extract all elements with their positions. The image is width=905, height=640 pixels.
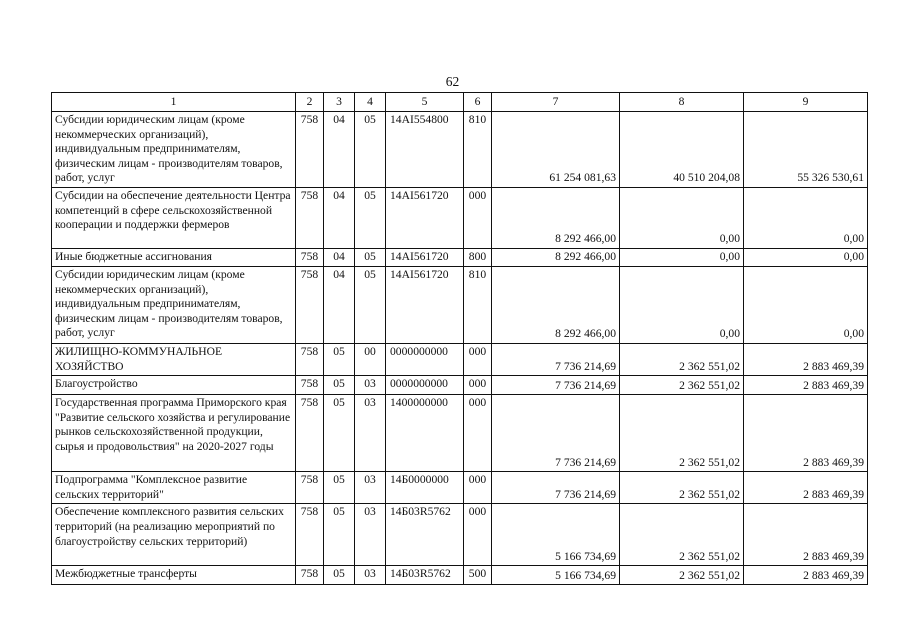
amount-col7: 8 292 466,00 xyxy=(492,187,620,248)
amount-col9: 2 883 469,39 xyxy=(744,472,868,504)
subsection-code: 05 xyxy=(355,187,386,248)
column-header: 7 xyxy=(492,93,620,112)
column-header: 6 xyxy=(464,93,492,112)
target-article-code: 0000000000 xyxy=(386,343,464,375)
amount-col9: 0,00 xyxy=(744,248,868,266)
budget-table xyxy=(51,92,868,585)
ministry-code: 758 xyxy=(296,266,324,343)
row-name: Межбюджетные трансферты xyxy=(52,566,296,585)
table-row xyxy=(52,112,868,188)
table-row xyxy=(52,266,868,343)
ministry-code: 758 xyxy=(296,376,324,395)
amount-col7: 7 736 214,69 xyxy=(492,472,620,504)
subsection-code: 03 xyxy=(355,566,386,585)
section-code: 04 xyxy=(324,248,355,266)
column-header: 5 xyxy=(386,93,464,112)
expense-type-code: 000 xyxy=(464,376,492,395)
row-name: ЖИЛИЩНО-КОММУНАЛЬНОЕ ХОЗЯЙСТВО xyxy=(52,343,296,375)
column-header: 8 xyxy=(620,93,744,112)
ministry-code: 758 xyxy=(296,112,324,188)
section-code: 05 xyxy=(324,472,355,504)
row-name: Государственная программа Приморского края "Развитие сельского хозяйства и регулирование рынков сельскохозяйственной продукции, сырья и продовольствия" на 2020-2027 годы xyxy=(52,395,296,472)
row-name: Субсидии на обеспечение деятельности Центра компетенций в сфере сельскохозяйственной кооперации и поддержки фермеров xyxy=(52,187,296,248)
ministry-code: 758 xyxy=(296,248,324,266)
amount-col9: 2 883 469,39 xyxy=(744,566,868,585)
amount-col8: 40 510 204,08 xyxy=(620,112,744,188)
row-name: Иные бюджетные ассигнования xyxy=(52,248,296,266)
section-code: 05 xyxy=(324,504,355,566)
target-article-code: 14AI561720 xyxy=(386,266,464,343)
column-header-row xyxy=(52,93,868,112)
section-code: 05 xyxy=(324,566,355,585)
table-row xyxy=(52,504,868,566)
amount-col7: 7 736 214,69 xyxy=(492,395,620,472)
row-name: Субсидии юридическим лицам (кроме некоммерческих организаций), индивидуальным предпринимателям, физическим лицам - производителям товаров, работ, услуг xyxy=(52,112,296,188)
amount-col9: 55 326 530,61 xyxy=(744,112,868,188)
page-number: 62 xyxy=(445,74,460,89)
amount-col9: 2 883 469,39 xyxy=(744,504,868,566)
table-row xyxy=(52,376,868,395)
subsection-code: 03 xyxy=(355,395,386,472)
amount-col8: 2 362 551,02 xyxy=(620,504,744,566)
ministry-code: 758 xyxy=(296,187,324,248)
expense-type-code: 500 xyxy=(464,566,492,585)
expense-type-code: 000 xyxy=(464,187,492,248)
table-row xyxy=(52,187,868,248)
column-header: 2 xyxy=(296,93,324,112)
subsection-code: 03 xyxy=(355,376,386,395)
row-name: Благоустройство xyxy=(52,376,296,395)
target-article-code: 14Б0000000 xyxy=(386,472,464,504)
expense-type-code: 810 xyxy=(464,112,492,188)
expense-type-code: 000 xyxy=(464,504,492,566)
row-name: Субсидии юридическим лицам (кроме некоммерческих организаций), индивидуальным предпринимателям, физическим лицам - производителям товаров, работ, услуг xyxy=(52,266,296,343)
expense-type-code: 000 xyxy=(464,343,492,375)
ministry-code: 758 xyxy=(296,395,324,472)
amount-col8: 0,00 xyxy=(620,266,744,343)
expense-type-code: 000 xyxy=(464,472,492,504)
subsection-code: 00 xyxy=(355,343,386,375)
section-code: 05 xyxy=(324,343,355,375)
target-article-code: 14AI561720 xyxy=(386,187,464,248)
ministry-code: 758 xyxy=(296,566,324,585)
table-row xyxy=(52,395,868,472)
amount-col8: 2 362 551,02 xyxy=(620,472,744,504)
table-row xyxy=(52,343,868,375)
section-code: 04 xyxy=(324,112,355,188)
subsection-code: 05 xyxy=(355,112,386,188)
amount-col9: 2 883 469,39 xyxy=(744,343,868,375)
amount-col7: 5 166 734,69 xyxy=(492,566,620,585)
amount-col8: 2 362 551,02 xyxy=(620,343,744,375)
section-code: 05 xyxy=(324,376,355,395)
amount-col7: 8 292 466,00 xyxy=(492,266,620,343)
amount-col9: 2 883 469,39 xyxy=(744,376,868,395)
target-article-code: 14Б03R5762 xyxy=(386,566,464,585)
column-header: 4 xyxy=(355,93,386,112)
expense-type-code: 000 xyxy=(464,395,492,472)
amount-col7: 5 166 734,69 xyxy=(492,504,620,566)
column-header: 9 xyxy=(744,93,868,112)
amount-col8: 0,00 xyxy=(620,187,744,248)
subsection-code: 03 xyxy=(355,472,386,504)
ministry-code: 758 xyxy=(296,343,324,375)
amount-col8: 2 362 551,02 xyxy=(620,566,744,585)
amount-col9: 0,00 xyxy=(744,187,868,248)
ministry-code: 758 xyxy=(296,472,324,504)
row-name: Обеспечение комплексного развития сельских территорий (на реализацию мероприятий по благоустройству сельских территорий) xyxy=(52,504,296,566)
column-header: 3 xyxy=(324,93,355,112)
amount-col7: 61 254 081,63 xyxy=(492,112,620,188)
target-article-code: 0000000000 xyxy=(386,376,464,395)
subsection-code: 03 xyxy=(355,504,386,566)
amount-col8: 2 362 551,02 xyxy=(620,376,744,395)
amount-col7: 8 292 466,00 xyxy=(492,248,620,266)
table-row xyxy=(52,566,868,585)
target-article-code: 14AI561720 xyxy=(386,248,464,266)
amount-col8: 0,00 xyxy=(620,248,744,266)
section-code: 04 xyxy=(324,187,355,248)
subsection-code: 05 xyxy=(355,248,386,266)
section-code: 05 xyxy=(324,395,355,472)
amount-col9: 0,00 xyxy=(744,266,868,343)
expense-type-code: 800 xyxy=(464,248,492,266)
column-header: 1 xyxy=(52,93,296,112)
amount-col7: 7 736 214,69 xyxy=(492,343,620,375)
expense-type-code: 810 xyxy=(464,266,492,343)
subsection-code: 05 xyxy=(355,266,386,343)
row-name: Подпрограмма "Комплексное развитие сельских территорий" xyxy=(52,472,296,504)
section-code: 04 xyxy=(324,266,355,343)
amount-col7: 7 736 214,69 xyxy=(492,376,620,395)
table-row xyxy=(52,248,868,266)
target-article-code: 14AI554800 xyxy=(386,112,464,188)
table-row xyxy=(52,472,868,504)
ministry-code: 758 xyxy=(296,504,324,566)
amount-col8: 2 362 551,02 xyxy=(620,395,744,472)
target-article-code: 14Б03R5762 xyxy=(386,504,464,566)
target-article-code: 1400000000 xyxy=(386,395,464,472)
amount-col9: 2 883 469,39 xyxy=(744,395,868,472)
